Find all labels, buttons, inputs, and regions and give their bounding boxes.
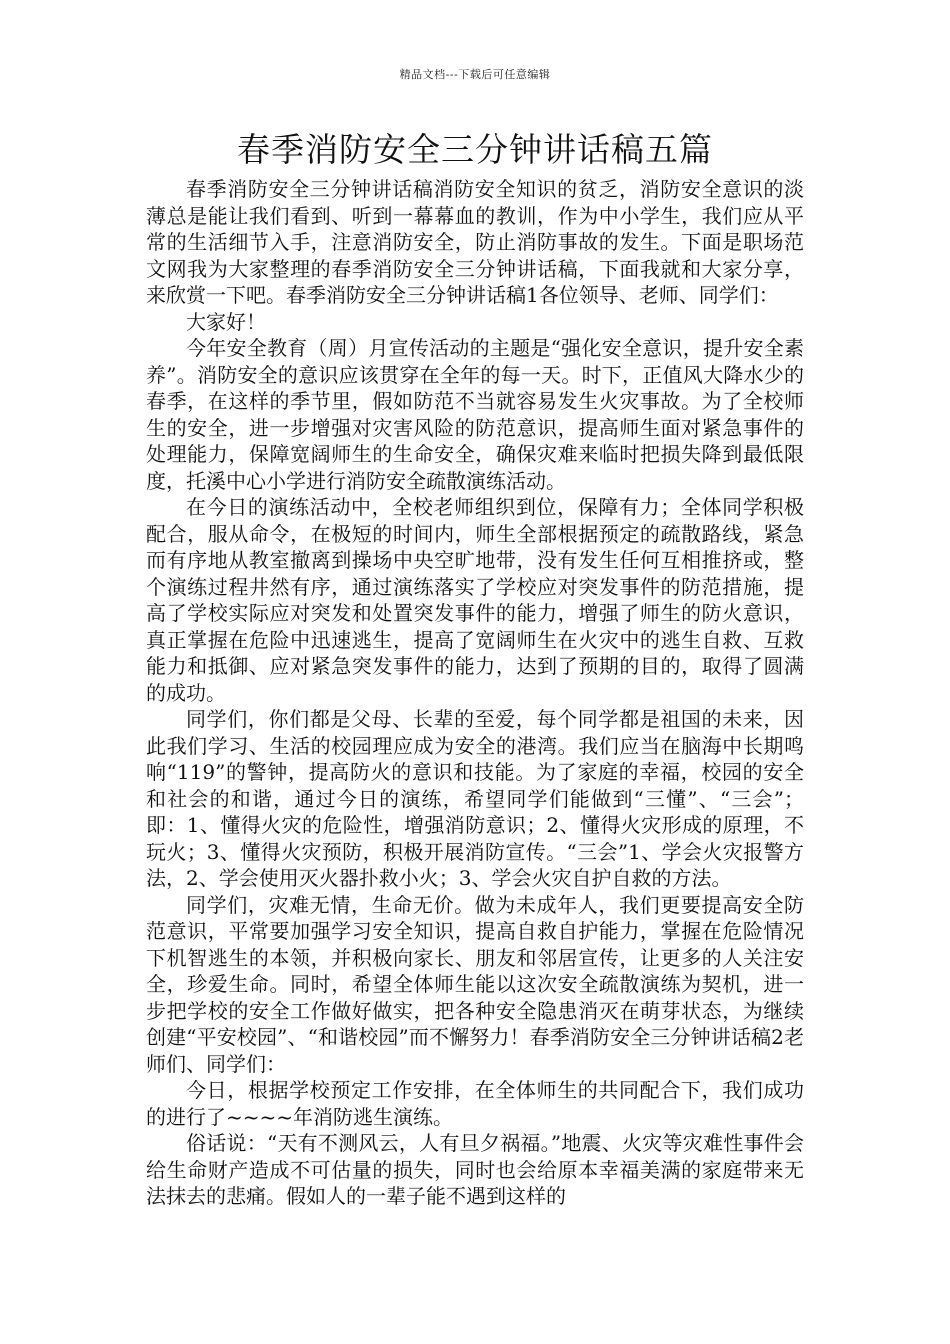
paragraph: 今日，根据学校预定工作安排，在全体师生的共同配合下，我们成功的进行了~~~~年消防逃生演练。 bbox=[146, 1078, 804, 1129]
paragraph: 在今日的演练活动中，全校老师组织到位，保障有力；全体同学积极配合，服从命令，在极短的时间内，师生全部根据预定的疏散路线，紧急而有序地从教室撤离到操场中央空旷地带，没有发生任何互相推挤或，整个演练过程井然有序，通过演练落实了学校应对突发事件的防范措施，提高了学校实际应对突发和处置突发事件的能力，增强了师生的防火意识，真正掌握在危险中迅速逃生，提高了宽阔师生在火灾中的逃生自救、互救能力和抵御、应对紧急突发事件的能力，达到了预期的目的，取得了圆满的成功。 bbox=[146, 495, 804, 705]
paragraph: 大家好！ bbox=[186, 309, 266, 334]
paragraph: 同学们，你们都是父母、长辈的至爱，每个同学都是祖国的未来，因此我们学习、生活的校园理应成为安全的港湾。我们应当在脑海中长期鸣响“119”的警钟，提高防火的意识和技能。为了家庭的幸福，校园的安全和社会的和谐，通过今日的演练，希望同学们能做到“三懂”、“三会”；即：1、懂得火灾的危险性，增强消防意识；2、懂得火灾形成的原理，不玩火；3、懂得火灾预防，积极开展消防宣传。“三会”1、学会火灾报警方法，2、学会使用灭火器扑救小火；3、学会火灾自护自救的方法。 bbox=[146, 707, 804, 890]
paragraph: 俗话说：“天有不测风云，人有旦夕祸福。”地震、火灾等灾难性事件会给生命财产造成不可估量的损失，同时也会给原本幸福美满的家庭带来无法抹去的悲痛。假如人的一辈子能不遇到这样的 bbox=[146, 1131, 804, 1208]
page-header: 精品文档---下载后可任意编辑 bbox=[399, 68, 551, 81]
document-body bbox=[146, 176, 804, 1210]
paragraph: 今年安全教育（周）月宣传活动的主题是“强化安全意识，提升安全素养”。消防安全的意识应该贯穿在全年的每一天。时下，正值风大降水少的春季，在这样的季节里，假如防范不当就容易发生火灾事故。为了全校师生的安全，进一步增强对灾害风险的防范意识，提高师生面对紧急事件的处理能力，保障宽阔师生的生命安全，确保灾难来临时把损失降到最低限度，托溪中心小学进行消防安全疏散演练活动。 bbox=[146, 336, 804, 493]
document-title: 春季消防安全三分钟讲话稿五篇 bbox=[237, 130, 713, 169]
paragraph: 春季消防安全三分钟讲话稿消防安全知识的贫乏，消防安全意识的淡薄总是能让我们看到、听到一幕幕血的教训，作为中小学生，我们应从平常的生活细节入手，注意消防安全，防止消防事故的发生。下面是职场范文网我为大家整理的春季消防安全三分钟讲话稿，下面我就和大家分享，来欣赏一下吧。春季消防安全三分钟讲话稿1各位领导、老师、同学们： bbox=[146, 177, 804, 307]
paragraph: 同学们，灾难无情，生命无价。做为未成年人，我们更要提高安全防范意识，平常要加强学习安全知识，提高自救自护能力，掌握在危险情况下机智逃生的本领，并积极向家长、朋友和邻居宣传，让更多的人关注安全，珍爱生命。同时，希望全体师生能以这次安全疏散演练为契机，进一步把学校的安全工作做好做实，把各种安全隐患消灭在萌芽状态，为继续创建“平安校园”、“和谐校园”而不懈努力！春季消防安全三分钟讲话稿2老师们、同学们： bbox=[146, 892, 804, 1076]
